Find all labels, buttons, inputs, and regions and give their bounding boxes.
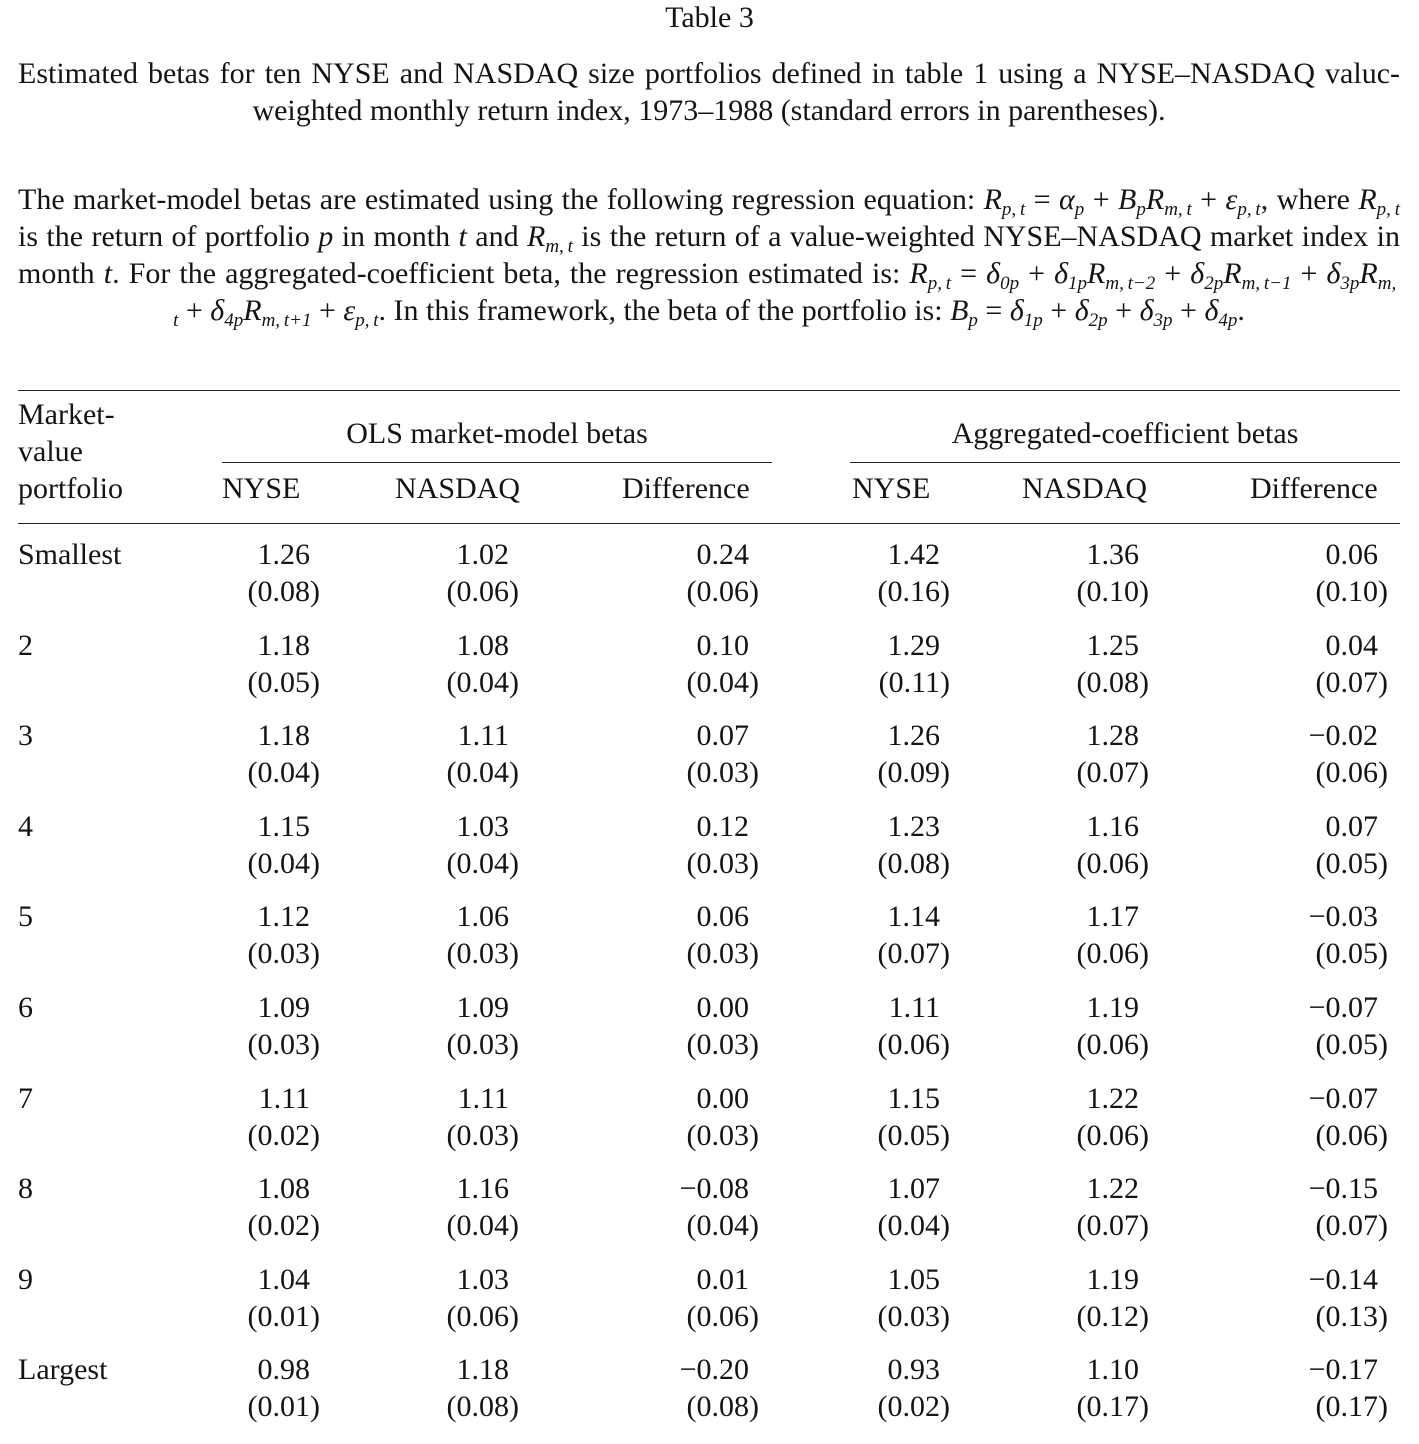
beta-ols-nasdaq: 1.11 (457, 719, 509, 753)
beta-ols-nyse: 0.98 (257, 1353, 310, 1387)
se-agg-nasdaq: (0.10) (1076, 575, 1149, 608)
beta-agg-difference: −0.07 (1308, 991, 1378, 1024)
beta-ols-nasdaq: 1.03 (456, 809, 509, 843)
beta-agg-difference: 0.06 (1325, 538, 1378, 571)
beta-agg-nasdaq: 1.22 (1086, 1172, 1139, 1206)
beta-agg-nasdaq: 1.10 (1086, 1353, 1139, 1387)
se-ols-nasdaq: (0.03) (446, 1118, 519, 1152)
se-agg-nyse: (0.02) (877, 1390, 950, 1424)
se-agg-difference: (0.13) (1315, 1299, 1388, 1333)
beta-ols-difference: 0.00 (696, 991, 749, 1024)
se-agg-difference: (0.06) (1315, 756, 1388, 790)
beta-agg-nyse: 1.29 (887, 628, 940, 662)
beta-ols-difference: 0.07 (696, 719, 749, 753)
se-agg-nasdaq: (0.06) (1076, 937, 1149, 971)
table-top-rule (18, 390, 1400, 391)
se-agg-difference: (0.05) (1315, 937, 1388, 971)
ols-group-header: OLS market-model betas (346, 417, 648, 450)
beta-ols-difference: 0.06 (696, 900, 749, 934)
col-header-ols-difference: Difference (622, 472, 750, 505)
beta-agg-nasdaq: 1.19 (1086, 1262, 1139, 1296)
se-ols-nyse: (0.02) (247, 1118, 320, 1152)
beta-ols-nyse: 1.15 (257, 809, 310, 843)
se-agg-difference: (0.10) (1315, 575, 1388, 608)
se-ols-nyse: (0.03) (247, 1028, 320, 1061)
row-label: 8 (18, 1172, 33, 1206)
beta-agg-difference: −0.15 (1308, 1172, 1378, 1206)
se-agg-nyse: (0.03) (877, 1299, 950, 1333)
col-header-agg-difference: Difference (1250, 472, 1378, 505)
se-ols-nasdaq: (0.04) (446, 1209, 519, 1243)
beta-agg-difference: −0.03 (1308, 900, 1378, 934)
beta-ols-nyse: 1.18 (257, 628, 310, 662)
beta-agg-nyse: 1.11 (888, 991, 940, 1024)
se-ols-nyse: (0.03) (247, 937, 320, 971)
se-ols-nasdaq: (0.08) (446, 1390, 519, 1424)
se-agg-nyse: (0.16) (877, 575, 950, 608)
beta-agg-difference: −0.07 (1308, 1081, 1378, 1115)
se-agg-nasdaq: (0.08) (1076, 665, 1149, 699)
beta-ols-nyse: 1.09 (257, 991, 310, 1024)
beta-agg-nasdaq: 1.19 (1086, 991, 1139, 1024)
beta-ols-nasdaq: 1.08 (456, 628, 509, 662)
beta-agg-nasdaq: 1.28 (1086, 719, 1139, 753)
se-agg-nyse: (0.04) (877, 1209, 950, 1243)
se-ols-nasdaq: (0.06) (446, 1299, 519, 1333)
se-agg-difference: (0.07) (1315, 1209, 1388, 1243)
row-label: 9 (18, 1262, 33, 1296)
ols-group-rule (222, 462, 772, 463)
se-agg-nyse: (0.08) (877, 846, 950, 880)
row-label: 2 (18, 628, 33, 662)
se-ols-difference: (0.03) (686, 1118, 759, 1152)
beta-agg-nasdaq: 1.16 (1086, 809, 1139, 843)
se-agg-nasdaq: (0.07) (1076, 756, 1149, 790)
beta-ols-nyse: 1.18 (257, 719, 310, 753)
se-ols-nyse: (0.08) (247, 575, 320, 608)
se-agg-nasdaq: (0.06) (1076, 1118, 1149, 1152)
beta-agg-nyse: 1.23 (887, 809, 940, 843)
table-intro: The market-model betas are estimated using the following regression equation: $R_{p, t} = \alpha_p + B_pR_{m, t} + \varepsilon_{p, t}$, where $R_{p, t}$ is the return of portfolio p in month t and $R_{m, t}$ is the return of a value-weighted NYSE–NASDAQ market index in month t. For the aggregated-coefficient beta, the regression estimated is: $R_{p, t} = \delta_{0p} + \delta_{1p}R_{m, t-2} + \delta_{2p}R_{m, t-1} + \delta_{3p}R_{m, t} + \delta_{4p}R_{m, t+1} + \varepsilon_{p, t}$. In this framework, the beta of the portfolio is: $B_p = \delta_{1p} + \delta_{2p} + \delta_{3p} + \delta_{4p}$. (18, 183, 1401, 331)
se-agg-difference: (0.06) (1315, 1118, 1388, 1152)
header-bottom-rule (18, 523, 1400, 524)
row-label: 5 (18, 900, 33, 934)
col-header-agg-nyse: NYSE (852, 472, 931, 505)
beta-ols-difference: 0.10 (696, 628, 749, 662)
row-label: 4 (18, 809, 33, 843)
beta-agg-nasdaq: 1.36 (1086, 538, 1139, 571)
beta-agg-nyse: 1.42 (887, 538, 940, 571)
beta-ols-difference: 0.01 (696, 1262, 749, 1296)
beta-agg-difference: −0.17 (1308, 1353, 1378, 1387)
stub-header: Market- value portfolio (18, 398, 123, 505)
se-ols-nyse: (0.01) (247, 1299, 320, 1333)
beta-ols-difference: 0.00 (696, 1081, 749, 1115)
se-ols-nasdaq: (0.03) (446, 1028, 519, 1061)
se-ols-difference: (0.03) (686, 756, 759, 790)
agg-group-header: Aggregated-coefficient betas (951, 417, 1299, 450)
se-ols-nyse: (0.04) (247, 756, 320, 790)
beta-agg-nyse: 1.26 (887, 719, 940, 753)
beta-ols-nasdaq: 1.09 (456, 991, 509, 1024)
se-ols-nasdaq: (0.04) (446, 846, 519, 880)
beta-ols-nasdaq: 1.11 (457, 1081, 509, 1115)
se-ols-difference: (0.06) (686, 575, 759, 608)
se-ols-nasdaq: (0.03) (446, 937, 519, 971)
se-agg-nasdaq: (0.06) (1076, 1028, 1149, 1061)
beta-agg-difference: 0.07 (1325, 809, 1378, 843)
beta-ols-nyse: 1.12 (257, 900, 310, 934)
beta-agg-nasdaq: 1.17 (1086, 900, 1139, 934)
row-label: 7 (18, 1081, 33, 1115)
beta-ols-difference: 0.12 (696, 809, 749, 843)
beta-agg-nasdaq: 1.22 (1086, 1081, 1139, 1115)
agg-group-rule (850, 462, 1400, 463)
col-header-ols-nyse: NYSE (222, 472, 301, 505)
beta-ols-nyse: 1.04 (257, 1262, 310, 1296)
beta-ols-nyse: 1.11 (258, 1081, 310, 1115)
se-ols-nyse: (0.01) (247, 1390, 320, 1424)
beta-ols-nasdaq: 1.16 (456, 1172, 509, 1206)
beta-agg-difference: −0.14 (1308, 1262, 1378, 1296)
beta-agg-difference: 0.04 (1325, 628, 1378, 662)
beta-ols-nyse: 1.08 (257, 1172, 310, 1206)
se-agg-nyse: (0.11) (878, 665, 950, 699)
se-ols-difference: (0.04) (686, 665, 759, 699)
se-agg-nasdaq: (0.06) (1076, 846, 1149, 880)
beta-agg-nyse: 0.93 (887, 1353, 940, 1387)
se-agg-nasdaq: (0.17) (1076, 1390, 1149, 1424)
table-caption: Estimated betas for ten NYSE and NASDAQ size portfolios defined in table 1 using a NYSE–NASDAQ valuc-weighted monthly return index, 1973–1988 (standard errors in parentheses). (18, 57, 1400, 127)
beta-ols-nasdaq: 1.18 (456, 1353, 509, 1387)
beta-agg-nyse: 1.15 (887, 1081, 940, 1115)
se-agg-difference: (0.07) (1315, 665, 1388, 699)
beta-ols-difference: −0.20 (679, 1353, 749, 1387)
se-ols-difference: (0.06) (686, 1299, 759, 1333)
se-ols-nyse: (0.04) (247, 846, 320, 880)
se-agg-difference: (0.05) (1315, 1028, 1388, 1061)
row-label: Largest (18, 1353, 108, 1387)
row-label: 3 (18, 719, 33, 753)
row-label: Smallest (18, 538, 122, 571)
se-ols-nasdaq: (0.04) (446, 665, 519, 699)
col-header-agg-nasdaq: NASDAQ (1022, 472, 1148, 505)
beta-agg-nyse: 1.05 (887, 1262, 940, 1296)
se-ols-difference: (0.03) (686, 937, 759, 971)
se-agg-nyse: (0.09) (877, 756, 950, 790)
se-ols-difference: (0.03) (686, 1028, 759, 1061)
beta-agg-nasdaq: 1.25 (1086, 628, 1139, 662)
se-agg-difference: (0.05) (1315, 846, 1388, 880)
se-ols-difference: (0.03) (686, 846, 759, 880)
se-ols-difference: (0.08) (686, 1390, 759, 1424)
se-agg-nyse: (0.06) (877, 1028, 950, 1061)
se-ols-difference: (0.04) (686, 1209, 759, 1243)
se-agg-nyse: (0.07) (877, 937, 950, 971)
se-ols-nasdaq: (0.04) (446, 756, 519, 790)
se-agg-nyse: (0.05) (877, 1118, 950, 1152)
se-agg-nasdaq: (0.12) (1076, 1299, 1149, 1333)
beta-agg-nyse: 1.14 (887, 900, 940, 934)
row-label: 6 (18, 991, 33, 1024)
beta-ols-nyse: 1.26 (257, 538, 310, 571)
beta-ols-nasdaq: 1.06 (456, 900, 509, 934)
col-header-ols-nasdaq: NASDAQ (395, 472, 521, 505)
se-ols-nyse: (0.05) (247, 665, 320, 699)
se-ols-nyse: (0.02) (247, 1209, 320, 1243)
beta-agg-nyse: 1.07 (887, 1172, 940, 1206)
beta-ols-difference: 0.24 (696, 538, 749, 571)
beta-ols-difference: −0.08 (679, 1172, 749, 1206)
se-agg-nasdaq: (0.07) (1076, 1209, 1149, 1243)
se-ols-nasdaq: (0.06) (446, 575, 519, 608)
beta-agg-difference: −0.02 (1308, 719, 1378, 753)
se-agg-difference: (0.17) (1315, 1390, 1388, 1424)
table-number: Table 3 (665, 1, 754, 34)
beta-ols-nasdaq: 1.02 (456, 538, 509, 571)
beta-ols-nasdaq: 1.03 (456, 1262, 509, 1296)
